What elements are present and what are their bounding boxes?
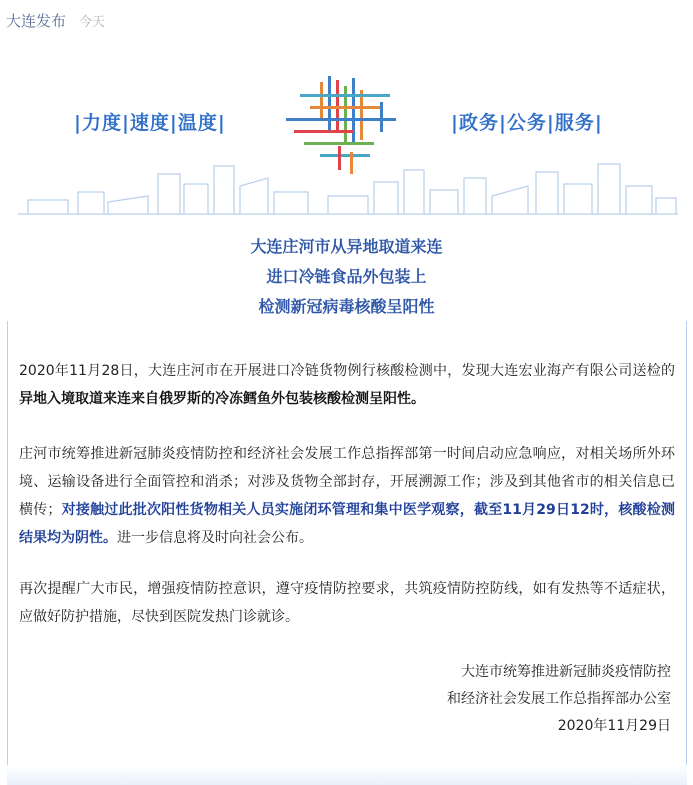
paragraph-2-tail: 进一步信息将及时向社会公布。 — [117, 530, 313, 546]
headline-line-1: 大连庄河市从异地取道来连 — [250, 237, 443, 256]
signature-date: 2020年11月29日 — [557, 718, 671, 734]
city-skyline-icon — [8, 156, 688, 218]
paragraph-1 — [19, 357, 675, 413]
slogan-left: |力度|速度|温度| — [74, 112, 226, 134]
headline-line-3: 检测新冠病毒核酸呈阳性 — [258, 297, 435, 316]
account-name-link[interactable]: 大连发布 — [6, 12, 67, 30]
card-bottom-fade — [7, 765, 687, 785]
signature-line-1: 大连市统筹推进新冠肺炎疫情防控 — [461, 664, 671, 680]
headline-line-2: 进口冷链食品外包装上 — [266, 267, 427, 286]
paragraph-2-bold: 对接触过此批次阳性货物相关人员实施闭环管理和集中医学观察，截至11月29日12时，核酸检测结果均为阴性。 — [19, 502, 675, 546]
paragraph-2 — [19, 440, 675, 552]
article-header — [0, 0, 693, 38]
paragraph-1-text: 2020年11月28日，大连庄河市在开展进口冷链货物例行核酸检测中，发现大连宏业海产有限公司送检的 — [19, 363, 675, 379]
paragraph-3: 再次提醒广大市民，增强疫情防控意识，遵守疫情防控要求，共筑疫情防控防线，如有发热等不适症状，应做好防护措施，尽快到医院发热门诊就诊。 — [19, 581, 675, 625]
paragraph-1-bold: 异地入境取道来连来自俄罗斯的冷冻鳕鱼外包装核酸检测呈阳性。 — [19, 391, 425, 407]
paragraph-2-text: 庄河市统筹推进新冠肺炎疫情防控和经济社会发展工作总指挥部第一时间启动应急响应，对相关场所外环境、运输设备进行全面管控和消杀；对涉及货物全部封存，开展溯源工作；涉及到其他省市的相关信息已横传； — [19, 446, 675, 518]
signature-line-2: 和经济社会发展工作总指挥部办公室 — [447, 691, 671, 707]
banner-image — [0, 38, 693, 323]
slogan-right: |政务|公务|服务| — [451, 112, 603, 134]
publish-time: 今天 — [79, 15, 106, 30]
